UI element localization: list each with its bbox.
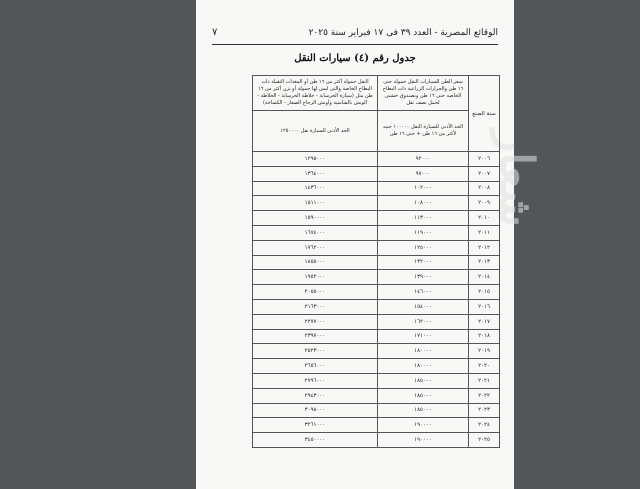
cell-mid: ١٨٠٠٠٠ [378,359,469,374]
table-row [253,299,500,314]
cell-year: ٢٠١٣ [469,255,500,270]
table-row [253,225,500,240]
cell-year: ٢٠١٦ [469,299,500,314]
cell-mid: ١٣٢٠٠٠ [378,255,469,270]
cell-mid: ١٧١٠٠٠ [378,329,469,344]
table-row [253,359,500,374]
table-row [253,211,500,226]
cell-year: ٢٠٢٥ [469,433,500,448]
cell-left: ٢٣٩٧٠٠٠ [253,329,378,344]
table-header-row [253,76,500,111]
table-row [253,240,500,255]
cell-year: ٢٠١٥ [469,285,500,300]
cell-left: ٢١٦٣٠٠٠ [253,299,378,314]
cell-left: ٢٠٥٥٠٠٠ [253,285,378,300]
cell-year: ٢٠١٤ [469,270,500,285]
cell-left: ١٩٥٢٠٠٠ [253,270,378,285]
cell-mid: ١٨٥٠٠٠ [378,388,469,403]
cell-year: ٢٠٠٨ [469,181,500,196]
cell-year: ٢٠١٧ [469,314,500,329]
col-subheader-left: الحد الأدنى للسيارة نقل ١٢٥٠٠٠٠ [253,111,378,152]
table-row [253,388,500,403]
table-subheader-row [253,111,500,152]
cell-left: ٣٠٩٨٠٠٠ [253,403,378,418]
col-subheader-mid: الحد الأدنى للسيارة النقل ١٠٠٠٠٠ جنيه لأكثر من ١٦ طن + حتى ١٦ طن [378,111,469,152]
table-row [253,373,500,388]
table-row [253,433,500,448]
cell-mid: ١٦٢٠٠٠ [378,314,469,329]
cell-left: ١٥٩٠٠٠٠ [253,211,378,226]
cell-mid: ١٣٩٠٠٠ [378,270,469,285]
document-page [196,0,544,489]
col-header-year: سنة الصنع [469,76,500,152]
cell-mid: ١٢٥٠٠٠ [378,240,469,255]
cell-mid: ١١٩٠٠٠ [378,225,469,240]
cell-left: ١٥١١٠٠٠ [253,196,378,211]
header-divider [212,44,498,45]
table-row [253,181,500,196]
price-table [252,75,500,448]
cell-mid: ١٤٦٠٠٠ [378,285,469,300]
cell-year: ٢٠٢٣ [469,403,500,418]
cell-mid: ٩٢٠٠٠ [378,152,469,167]
cell-left: ٢٧٩٦٠٠٠ [253,373,378,388]
cell-mid: ١٨٥٠٠٠ [378,373,469,388]
table-row [253,255,500,270]
cell-year: ٢٠٢٢ [469,388,500,403]
table-row [253,344,500,359]
cell-year: ٢٠٢١ [469,373,500,388]
cell-year: ٢٠٠٩ [469,196,500,211]
cell-left: ٢٩٤٣٠٠٠ [253,388,378,403]
page-header [212,26,498,42]
cell-left: ٢٢٧٧٠٠٠ [253,314,378,329]
cell-left: ١٦٧٤٠٠٠ [253,225,378,240]
table-row [253,285,500,300]
cell-mid: ١٥٤٠٠٠ [378,299,469,314]
page-number: ٧ [212,27,218,38]
table-row [253,403,500,418]
col-header-mid: سعر الطن للسيارات النقل حمولة حتى ١٦ طن والجرارات الزراعية ذات البطاح الخاصة حتى ١٦ طن وبصندوق خشبى لحمل نصف نقل [378,76,469,111]
cell-left: ١٣٦٤٠٠٠ [253,166,378,181]
cell-left: ٣٢٦١٠٠٠ [253,418,378,433]
watermark: شعار [490,130,544,227]
cell-year: ٢٠١٨ [469,329,500,344]
cell-left: ١٨٥٥٠٠٠ [253,255,378,270]
cell-left: ١٤٣٦٠٠٠ [253,181,378,196]
table-row [253,196,500,211]
cell-left: ١٢٩٥٠٠٠ [253,152,378,167]
table-row [253,270,500,285]
cell-left: ١٧٦٢٠٠٠ [253,240,378,255]
cell-year: ٢٠٢٠ [469,359,500,374]
table-row [253,166,500,181]
cell-left: ٢٦٥٦٠٠٠ [253,359,378,374]
table-row [253,314,500,329]
cell-year: ٢٠١٠ [469,211,500,226]
col-header-left: النقل حمولة أكثر من ١٦ طن أو المعدات الثقيلة ذات البطاح الخاصة والتى ليس لها حمولة أو تزن أكثر من ١٦ طن مثل (سيارة الخرسانة - خلاطة الخرسانة - الخلاطة - الونش بالشاسية وأونش الزجاج الصقار - الكساحة) [253,76,378,111]
cell-mid: ١٩٠٠٠٠ [378,433,469,448]
cell-year: ٢٠٢٤ [469,418,500,433]
table-row [253,418,500,433]
cell-left: ٢٥٢٣٠٠٠ [253,344,378,359]
cell-mid: ٩٧٠٠٠ [378,166,469,181]
table-row [253,152,500,167]
header-title: الوقائع المصرية - العدد ٣٩ فى ١٧ فبراير سنة ٢٠٢٥ [308,28,498,38]
cell-mid: ١٠٨٠٠٠ [378,196,469,211]
table-row [253,329,500,344]
cell-mid: ١١٣٠٠٠ [378,211,469,226]
cell-year: ٢٠١٢ [469,240,500,255]
cell-left: ٣٤٥٠٠٠٠ [253,433,378,448]
cell-mid: ١٠٢٠٠٠ [378,181,469,196]
cell-mid: ١٨٠٠٠٠ [378,344,469,359]
table-title: جدول رقم (٤) سيارات النقل [294,53,416,64]
cell-mid: ١٩٠٠٠٠ [378,418,469,433]
cell-mid: ١٨٥٠٠٠ [378,403,469,418]
cell-year: ٢٠١١ [469,225,500,240]
cell-year: ٢٠٠٧ [469,166,500,181]
cell-year: ٢٠٠٦ [469,152,500,167]
cell-year: ٢٠١٩ [469,344,500,359]
table-body [253,152,500,448]
